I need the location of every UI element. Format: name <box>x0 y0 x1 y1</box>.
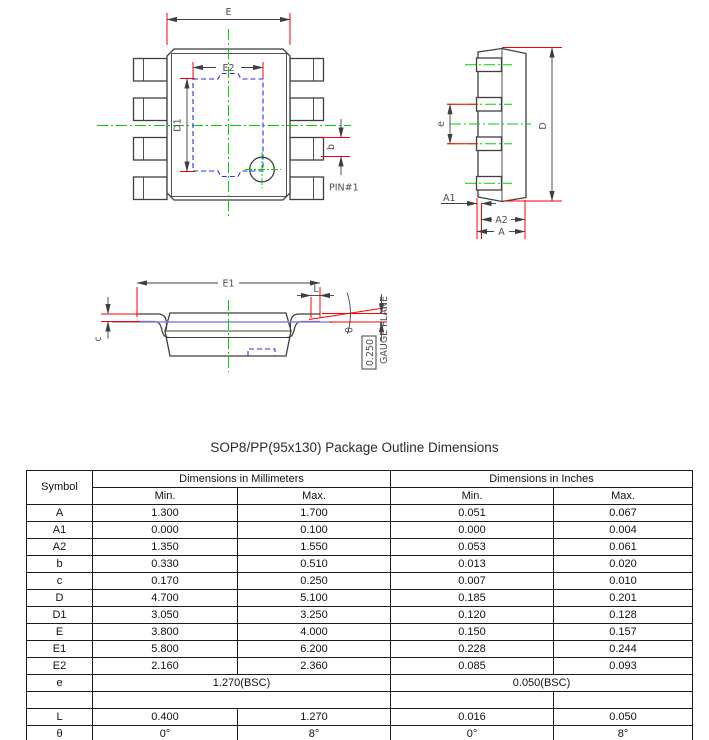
label-pin1: PIN#1 <box>329 182 359 194</box>
in-min-header: Min. <box>391 488 554 505</box>
table-row: E1 5.800 6.200 0.228 0.244 <box>27 641 693 658</box>
table-row-blank <box>27 692 693 709</box>
in-bsc-cell: 0.050(BSC) <box>391 675 693 692</box>
label-A2: A2 <box>495 215 508 226</box>
empty-cell <box>93 692 391 709</box>
label-E: E <box>225 7 232 18</box>
table-row: A 1.300 1.700 0.051 0.067 <box>27 505 693 522</box>
table-row: A2 1.350 1.550 0.053 0.061 <box>27 539 693 556</box>
left-leads <box>134 59 168 200</box>
table-row: D 4.700 5.100 0.185 0.201 <box>27 590 693 607</box>
label-E1: E1 <box>222 278 235 290</box>
label-e: e <box>436 121 447 127</box>
table-row: b 0.330 0.510 0.013 0.020 <box>27 556 693 573</box>
table-row: A1 0.000 0.100 0.000 0.004 <box>27 522 693 539</box>
label-b: b <box>326 143 337 151</box>
symbol-header: Symbol <box>27 471 93 505</box>
table-row: L 0.400 1.270 0.016 0.050 <box>27 709 693 726</box>
table-row: D1 3.050 3.250 0.120 0.128 <box>27 607 693 624</box>
table-row: E2 2.160 2.360 0.085 0.093 <box>27 658 693 675</box>
label-theta: θ <box>344 327 356 333</box>
page-title: SOP8/PP(95x130) Package Outline Dimensions <box>210 440 499 455</box>
empty-cell <box>554 692 693 709</box>
empty-cell <box>27 692 93 709</box>
label-D: D <box>538 122 549 130</box>
in-max-header: Max. <box>554 488 693 505</box>
top-view <box>97 7 359 218</box>
right-leads <box>290 59 324 200</box>
label-c: c <box>93 336 104 342</box>
table-row: θ 0° 8° 0° 8° <box>27 726 693 740</box>
side-view <box>436 48 562 240</box>
label-gauge-value: 0.250 <box>365 338 376 367</box>
mm-max-header: Max. <box>238 488 391 505</box>
label-L: L <box>313 284 319 295</box>
label-D1: D1 <box>172 118 184 132</box>
table-row: c 0.170 0.250 0.007 0.010 <box>27 573 693 590</box>
table-row-e-bsc: e 1.270(BSC) 0.050(BSC) <box>27 675 693 692</box>
mm-bsc-cell: 1.270(BSC) <box>93 675 391 692</box>
mm-group-header: Dimensions in Millimeters <box>93 471 391 488</box>
label-A1: A1 <box>443 193 456 204</box>
mm-min-header: Min. <box>93 488 238 505</box>
inch-group-header: Dimensions in Inches <box>391 471 693 488</box>
table-row: E 3.800 4.000 0.150 0.157 <box>27 624 693 641</box>
front-view <box>93 279 390 373</box>
label-E2: E2 <box>222 63 235 74</box>
empty-cell <box>391 692 554 709</box>
label-A: A <box>498 227 505 238</box>
dimensions-table <box>26 470 693 740</box>
label-gauge-plane: GAUGE PLANE <box>379 295 390 365</box>
